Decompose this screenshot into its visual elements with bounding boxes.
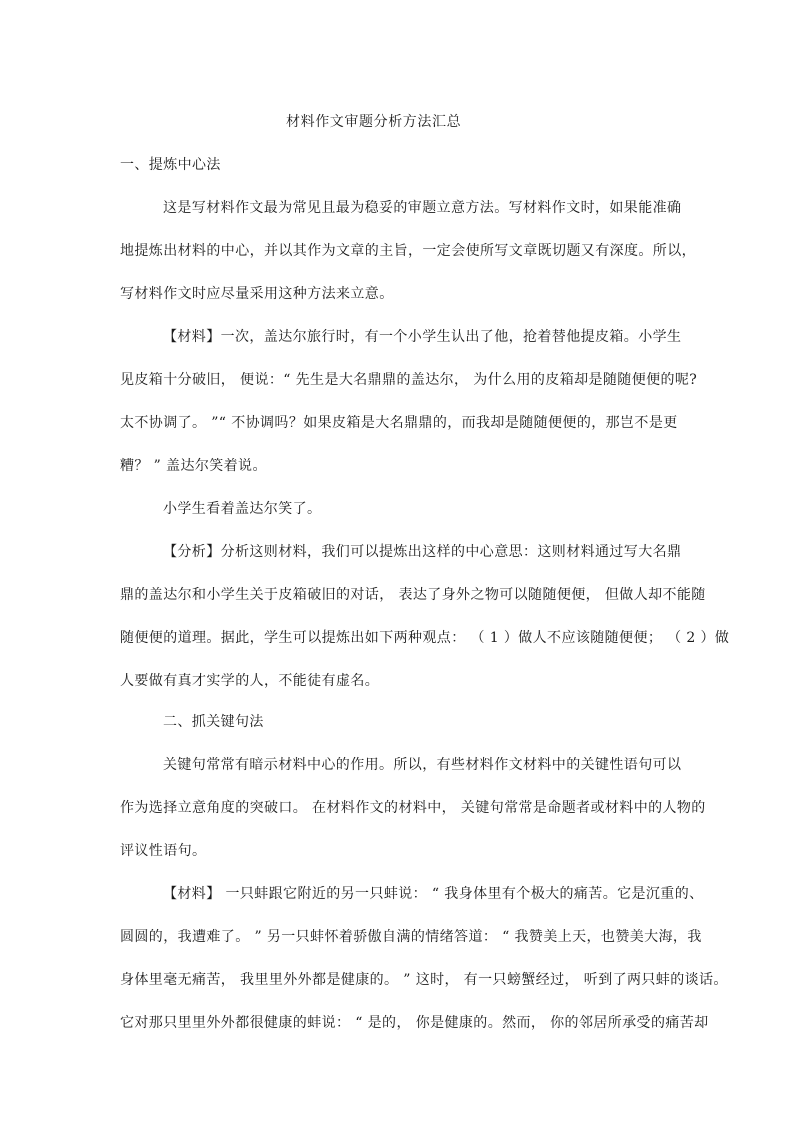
paragraph-line: 鼎的盖达尔和小学生关于皮箱破旧的对话， 表达了身外之物可以随随便便， 但做人却不能随 [120, 587, 706, 603]
paragraph-line: 随便便的道理。据此，学生可以提炼出如下两种观点： （ 1 ）做人不应该随随便便； （ 2 ）做 [120, 630, 730, 646]
document-title: 材料作文审题分析方法汇总 [286, 114, 462, 130]
paragraph-line: 糟？ ” 盖达尔笑着说。 [120, 458, 267, 474]
paragraph-line: 地提炼出材料的中心，并以其作为文章的主旨，一定会使所写文章既切题又有深度。所以， [120, 243, 696, 259]
paragraph-line: 作为选择立意角度的突破口。 在材料作文的材料中， 关键句常常是命题者或材料中的人物的 [120, 800, 706, 816]
paragraph-line: 这是写材料作文最为常见且最为稳妥的审题立意方法。写材料作文时，如果能准确 [163, 200, 682, 216]
paragraph-line: 评议性语句。 [120, 843, 207, 859]
paragraph-line: 【材料】一次，盖达尔旅行时，有一个小学生认出了他，抢着替他提皮箱。小学生 [163, 329, 682, 345]
paragraph-line: 人要做有真才实学的人，不能徒有虚名。 [120, 673, 380, 689]
paragraph-line: 它对那只里里外外都很健康的蚌说： “ 是的， 你是健康的。然而， 你的邻居所承受的痛苦却 [120, 1015, 709, 1031]
section-heading: 一、提炼中心法 [120, 157, 221, 173]
paragraph-line: 关键句常常有暗示材料中心的作用。所以，有些材料作文材料中的关键性语句可以 [163, 757, 682, 773]
paragraph-line: 太不协调了。 ”“ 不协调吗？如果皮箱是大名鼎鼎的，而我却是随随便便的，那岂不是更 [120, 415, 678, 431]
paragraph-line: 写材料作文时应尽量采用这种方法来立意。 [120, 286, 394, 302]
paragraph-line: 圆圆的，我遭难了。 ” 另一只蚌怀着骄傲自满的情绪答道： “ 我赞美上天，也赞美大海，我 [120, 929, 702, 945]
paragraph-line: 见皮箱十分破旧， 便说：“ 先生是大名鼎鼎的盖达尔， 为什么用的皮箱却是随随便便的呢? [120, 372, 698, 388]
section-heading: 二、抓关键句法 [163, 714, 264, 730]
paragraph-line: 小学生看着盖达尔笑了。 [163, 501, 322, 517]
paragraph-line: 身体里毫无痛苦， 我里里外外都是健康的。 ” 这时， 有一只螃蟹经过， 听到了两只蚌的谈话。 [120, 972, 728, 988]
paragraph-line: 【材料】 一只蚌跟它附近的另一只蚌说： “ 我身体里有个极大的痛苦。它是沉重的、 [163, 886, 704, 902]
paragraph-line: 【分析】分析这则材料，我们可以提炼出这样的中心意思：这则材料通过写大名鼎 [163, 544, 682, 560]
